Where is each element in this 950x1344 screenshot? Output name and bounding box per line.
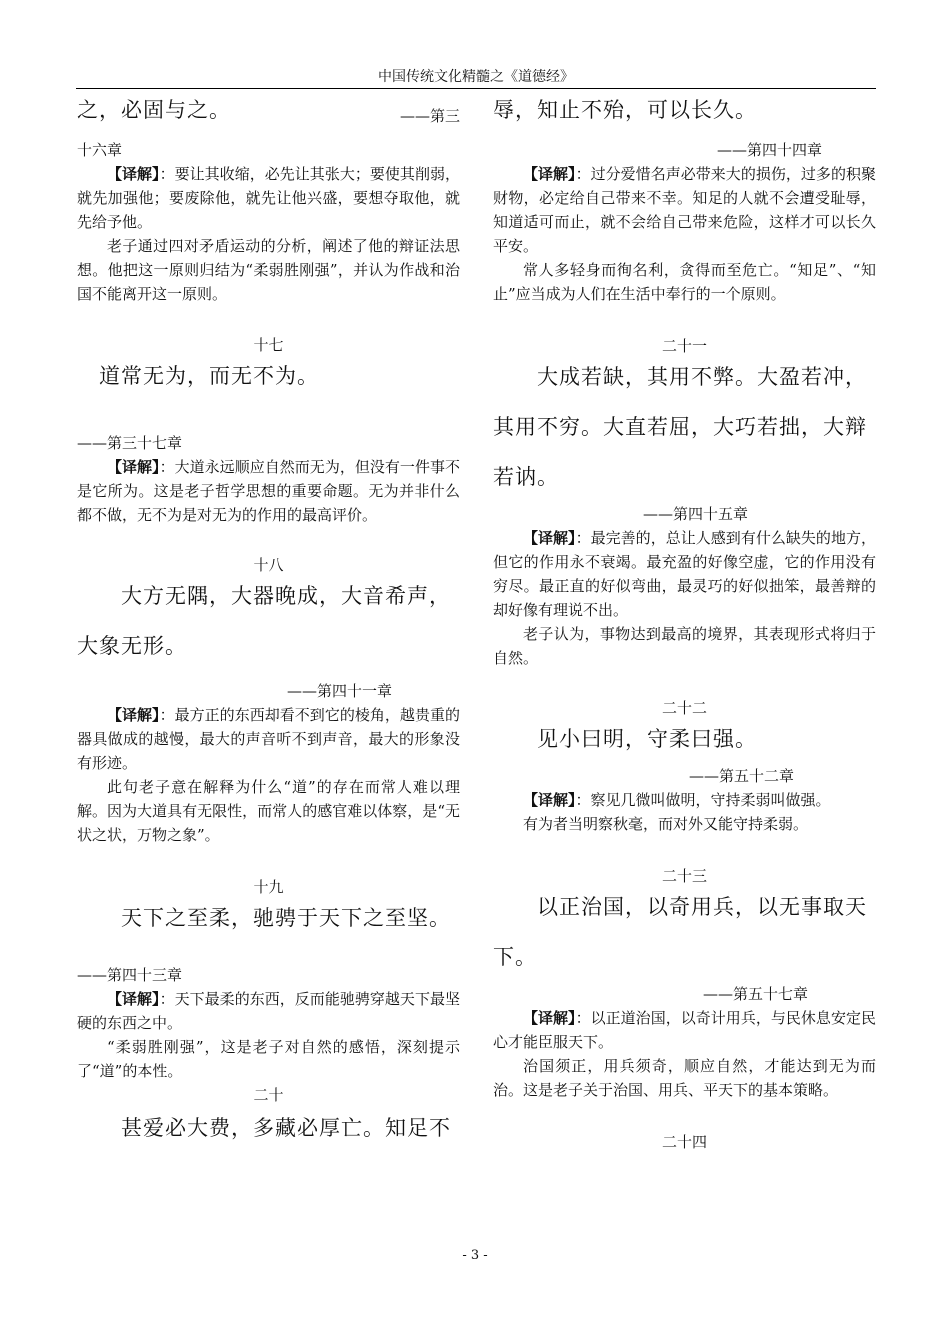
s20-label: 【译解】 — [523, 165, 576, 183]
s18-quote-line2: 大象无形。 — [77, 634, 187, 658]
s22-source: ——第五十二章 — [689, 767, 795, 785]
s24-number: 二十四 — [661, 1133, 707, 1151]
s20-number: 二十 — [253, 1086, 284, 1104]
s23-quote-line1: 以正治国，以奇用兵，以无事取天 — [537, 895, 867, 919]
s16-para2: 老子通过四对矛盾运动的分析，阐述了他的辩证法思想。他把这一原则归结为“柔弱胜刚强”，并认为作战和治国不能离开这一原则。 — [77, 237, 460, 303]
s20-explanation — [493, 162, 876, 258]
s23-number: 二十三 — [661, 867, 707, 885]
s20-quote-tail: 辱，知止不殆，可以长久。 — [493, 98, 757, 122]
s16-quote-tail: 之，必固与之。 — [77, 98, 231, 122]
s16-label: 【译解】 — [107, 165, 160, 183]
s19-quote: 天下之至柔，驰骋于天下之至坚。 — [121, 906, 451, 930]
s16-explain-text: ：要让其收缩，必先让其张大；要使其削弱，就先加强他；要废除他，就先让他兴盛，要想夺取他，就先给予他。 — [77, 165, 460, 231]
s16-explanation — [77, 162, 460, 234]
s22-explanation — [493, 788, 876, 812]
s23-source: ——第五十七章 — [703, 985, 809, 1003]
s22-para2: 有为者当明察秋毫，而对外又能守持柔弱。 — [523, 815, 809, 833]
s17-quote: 道常无为，而无不为。 — [99, 364, 319, 388]
s18-explanation — [77, 703, 460, 775]
left-column — [77, 92, 460, 1143]
s17-number: 十七 — [253, 336, 284, 354]
s18-quote-line1: 大方无隅，大器晚成，大音希声， — [121, 584, 451, 608]
s21-number: 二十一 — [661, 337, 707, 355]
s23-explanation — [493, 1006, 876, 1054]
s19-source: ——第四十三章 — [77, 966, 183, 984]
s22-quote: 见小曰明，守柔曰强。 — [537, 727, 757, 751]
s22-number: 二十二 — [661, 699, 707, 717]
s18-source: ——第四十一章 — [287, 682, 393, 700]
s23-para2: 治国须正，用兵须奇，顺应自然，才能达到无为而治。这是老子关于治国、用兵、平天下的基本策略。 — [493, 1057, 876, 1099]
s21-para2: 老子认为，事物达到最高的境界，其表现形式将归于自然。 — [493, 625, 876, 667]
s16-source-b: 十六章 — [77, 141, 123, 159]
right-column — [493, 92, 876, 1154]
s16-source-a: ——第三 — [399, 107, 460, 125]
s19-label: 【译解】 — [107, 990, 160, 1008]
s23-label: 【译解】 — [523, 1009, 576, 1027]
s20-source: ——第四十四章 — [717, 141, 823, 159]
s21-quote-line3: 若讷。 — [493, 465, 559, 489]
s17-explain-text: ：大道永远顺应自然而无为，但没有一件事不是它所为。这是老子哲学思想的重要命题。无为并非什么都不做，无不为是对无为的作用的最高评价。 — [77, 458, 460, 524]
s20-explain-text: ：过分爱惜名声必带来大的损伤，过多的积聚财物，必定给自己带来不幸。知足的人就不会遭受耻辱，知道适可而止，就不会给自己带来危险，这样才可以长久平安。 — [493, 165, 876, 255]
s19-explanation — [77, 987, 460, 1035]
s21-quote-line2: 其用不穷。大直若屈，大巧若拙，大辩 — [493, 415, 867, 439]
s19-number: 十九 — [253, 878, 284, 896]
header-rule — [76, 88, 876, 89]
s18-explain-text: ：最方正的东西却看不到它的棱角，越贵重的器具做成的越慢，最大的声音听不到声音，最大的形象没有形迹。 — [77, 706, 460, 772]
s21-source: ——第四十五章 — [643, 505, 749, 523]
s21-explain-text: ：最完善的，总让人感到有什么缺失的地方，但它的作用永不衰竭。最充盈的好像空虚，它的作用没有穷尽。最正直的好似弯曲，最灵巧的好似拙笨，最善辩的却好像有理说不出。 — [493, 529, 876, 619]
s18-para2: 此句老子意在解释为什么“道”的存在而常人难以理解。因为大道具有无限性，而常人的感官难以体察，是“无状之状，万物之象”。 — [77, 778, 460, 844]
s16-quote-row — [77, 92, 460, 128]
s18-number: 十八 — [253, 556, 284, 574]
s19-explain-text: ：天下最柔的东西，反而能驰骋穿越天下最坚硬的东西之中。 — [77, 990, 460, 1032]
s20-para2: 常人多轻身而徇名利，贪得而至危亡。“知足”、“知止”应当成为人们在生活中奉行的一个原则。 — [493, 261, 876, 303]
s17-explanation — [77, 455, 460, 527]
s21-label: 【译解】 — [523, 529, 576, 547]
s18-label: 【译解】 — [107, 706, 160, 724]
s17-label: 【译解】 — [107, 458, 160, 476]
s20-quote: 甚爱必大费，多藏必厚亡。知足不 — [121, 1116, 451, 1140]
s22-explain-text: ：察见几微叫做明，守持柔弱叫做强。 — [575, 791, 831, 809]
page-header: 中国传统文化精髓之《道德经》 — [378, 69, 574, 85]
page-number: - 3 - — [462, 1248, 488, 1263]
s19-para2: “柔弱胜刚强”，这是老子对自然的感悟，深刻提示了“道”的本性。 — [77, 1038, 460, 1080]
s23-explain-text: ：以正道治国，以奇计用兵，与民休息安定民心才能臣服天下。 — [493, 1009, 876, 1051]
s17-source: ——第三十七章 — [77, 434, 183, 452]
s22-label: 【译解】 — [523, 791, 576, 809]
s21-explanation — [493, 526, 876, 622]
s23-quote-line2: 下。 — [493, 945, 537, 969]
s21-quote-line1: 大成若缺，其用不弊。大盈若冲， — [537, 365, 867, 389]
